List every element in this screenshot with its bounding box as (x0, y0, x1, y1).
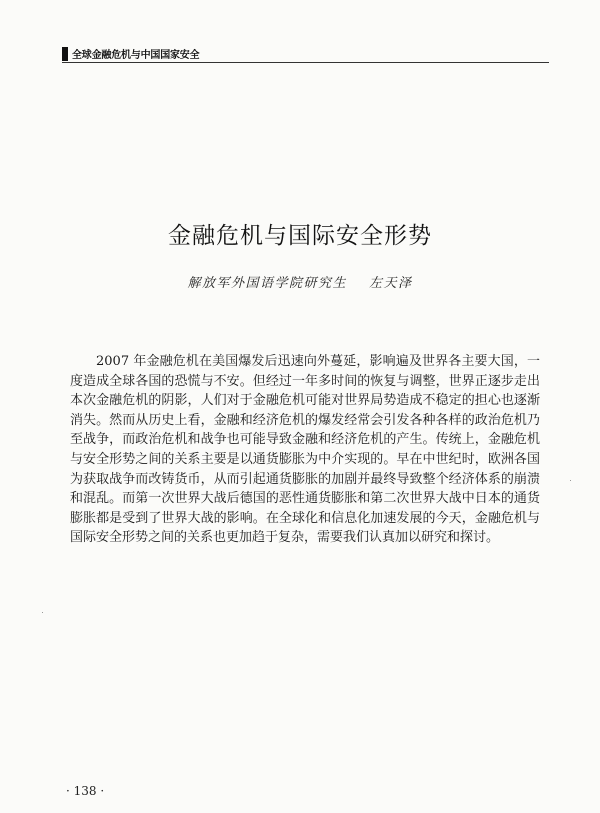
author-name: 左天泽 (369, 276, 413, 291)
article-body-paragraph: 2007 年金融危机在美国爆发后迅速向外蔓延，影响遍及世界各主要大国，一度造成全球各国的恐慌与不安。但经过一年多时间的恢复与调整，世界正逐步走出本次金融危机的阴影，人们对于金融危机可能对世界局势造成不稳定的担心也逐渐消失。然而从历史上看，金融和经济危机的爆发经常会引发各种各样的政治危机乃至战争，而政治危机和战争也可能导致金融和经济危机的产生。传统上，金融危机与安全形势之间的关系主要是以通货膨胀为中介实现的。早在中世纪时，欧洲各国为获取战争而改铸货币，从而引起通货膨胀的加剧并最终导致整个经济体系的崩溃和混乱。而第一次世界大战后德国的恶性通货膨胀和第二次世界大战中日本的通货膨胀都是受到了世界大战的影响。在全球化和信息化加速发展的今天，金融危机与国际安全形势之间的关系也更加趋于复杂，需要我们认真加以研究和探讨。 (70, 354, 540, 546)
page-number: · 138 · (66, 784, 105, 798)
header-marker-bar (62, 47, 68, 61)
running-header (62, 46, 199, 61)
author-affiliation: 解放军外国语学院研究生 (187, 276, 347, 291)
scan-speck (42, 612, 43, 613)
author-line (0, 272, 600, 291)
article-title: 金融危机与国际安全形势 (168, 223, 432, 249)
running-title: 全球金融危机与中国国家安全 (72, 50, 200, 61)
header-rule (62, 62, 549, 63)
scan-speck (570, 480, 571, 481)
